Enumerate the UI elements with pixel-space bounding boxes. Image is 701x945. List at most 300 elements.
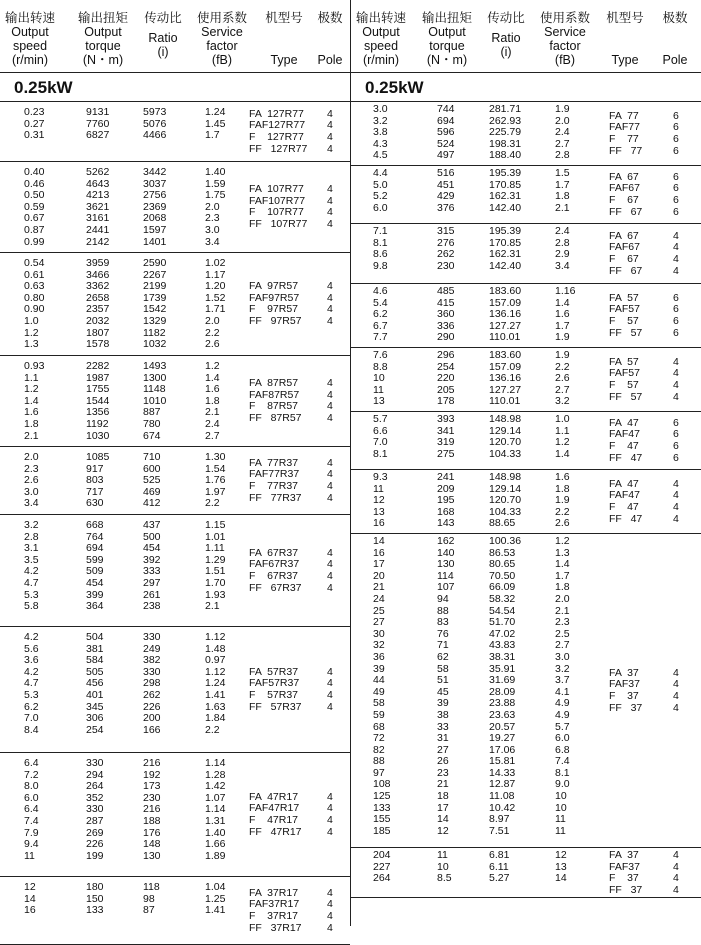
service-cell: 2.8 [555,149,570,162]
pole-value: 4 [327,194,333,207]
speed-cell: 0.59 [24,200,45,213]
type-list [609,355,679,403]
pole-value: 4 [327,898,333,911]
ratio-cell: 130 [143,849,161,862]
ratio-cell: 70.50 [489,569,516,582]
speed-column [373,536,391,837]
ratio-cell: 43.83 [489,639,516,652]
service-column [555,536,570,837]
pole-value: 4 [673,512,679,525]
service-cell: 11 [555,824,566,837]
torque-cell: 76 [437,627,449,640]
type-label: FAF47R17 [249,802,300,815]
pole-value: 6 [673,144,679,157]
torque-column [86,361,109,442]
ratio-cell: 1148 [143,383,166,396]
speed-column [373,414,388,460]
service-cell: 4.9 [555,708,570,721]
pole-value: 4 [673,689,679,702]
speed-cell: 2.0 [24,451,39,463]
type-row [609,451,679,465]
service-cell: 7.4 [555,755,570,768]
torque-cell: 1807 [86,326,110,339]
speed-cell: 0.90 [24,303,45,316]
service-cell: 1.7 [555,319,570,332]
ratio-cell: 469 [143,485,161,498]
speed-cell: 2.1 [24,429,39,442]
pole-value: 6 [673,303,679,316]
service-cell: 1.25 [205,892,226,905]
speed-cell: 1.1 [24,371,39,384]
type-label: FAF37 [609,678,640,691]
service-cell: 1.12 [205,665,226,678]
torque-cell: 254 [437,360,455,373]
type-row [609,144,679,158]
speed-cell: 8.6 [373,248,388,261]
ratio-cell: 170.85 [489,178,522,191]
ratio-cell: 195.39 [489,167,522,179]
type-row [609,883,679,897]
service-cell: 1.8 [555,581,570,594]
pole-value: 4 [327,825,333,838]
ratio-cell: 297 [143,576,161,589]
header-type: 机型号 Type [606,11,644,67]
speed-column [373,168,388,214]
ratio-cell: 500 [143,530,161,543]
service-cell: 1.31 [205,814,226,827]
type-row [249,315,333,328]
torque-cell: 38 [437,708,449,721]
service-column [205,520,225,613]
motor-group [351,848,701,898]
ratio-cell: 58.32 [489,592,516,605]
type-label: F 47 [609,500,639,513]
type-label: F 37 [609,689,639,702]
motor-group [0,877,350,945]
ratio-column [143,258,166,351]
ratio-cell: 200 [143,712,161,725]
torque-cell: 114 [437,569,454,582]
service-column [205,107,225,142]
speed-cell: 5.3 [24,588,39,601]
service-cell: 2.0 [555,592,570,605]
type-row [249,491,333,505]
service-cell: 6.8 [555,743,570,756]
torque-cell: 11 [437,849,448,861]
service-cell: 3.0 [205,223,220,236]
service-cell: 1.52 [205,291,226,304]
type-label: FF 47 [609,451,643,464]
type-label: F 77R37 [249,479,299,492]
type-label: F 77 [609,132,639,145]
service-cell: 2.1 [555,604,570,617]
service-cell: 1.48 [205,642,226,655]
torque-cell: 209 [437,482,455,495]
ratio-cell: 330 [143,631,161,643]
pole-value: 6 [673,326,679,339]
pole-value: 4 [673,355,679,368]
speed-cell: 3.6 [24,654,39,667]
motor-group [351,166,701,224]
service-cell: 1.07 [205,791,226,804]
ratio-cell: 170.85 [489,236,522,249]
torque-cell: 262 [437,248,455,261]
pole-value: 6 [673,193,679,206]
service-cell: 1.0 [555,413,570,425]
service-cell: 11 [555,813,566,826]
service-cell: 2.9 [555,248,570,261]
ratio-cell: 5973 [143,106,167,118]
service-cell: 1.15 [205,519,226,531]
type-label: FAF67R37 [249,558,300,571]
service-cell: 14 [555,872,567,885]
torque-column [86,632,104,736]
torque-cell: 3621 [86,200,110,213]
speed-cell: 7.4 [24,814,39,827]
service-cell: 1.6 [205,383,220,396]
header-service: 使用系数 Service factor (fB) [539,11,590,67]
pole-value: 6 [673,205,679,218]
torque-cell: 23 [437,766,449,779]
ratio-cell: 238 [143,600,161,613]
service-cell: 1.24 [205,106,226,118]
ratio-column [143,632,161,736]
speed-cell: 27 [373,616,385,629]
ratio-cell: 5076 [143,117,167,130]
header-speed: 输出转速 Output speed (r/min) [355,11,406,67]
service-cell: 1.8 [555,190,570,203]
speed-cell: 1.6 [24,406,39,419]
type-label: F 107R77 [249,206,304,219]
type-list [609,477,679,525]
torque-cell: 39 [437,697,449,710]
speed-cell: 185 [373,824,391,837]
speed-cell: 6.7 [373,319,388,332]
torque-cell: 107 [437,581,455,594]
torque-cell: 630 [86,497,104,510]
torque-cell: 71 [437,639,449,652]
service-cell: 1.84 [205,712,226,725]
service-cell: 3.2 [555,395,570,408]
torque-column [86,258,109,351]
speed-cell: 36 [373,650,385,663]
ratio-cell: 6.81 [489,849,510,861]
torque-cell: 31 [437,732,449,745]
pole-value: 4 [327,665,333,678]
pole-value: 4 [673,500,679,513]
type-label: FA 87R57 [249,377,299,390]
section-title: 0.25kW [351,73,701,102]
pole-value: 4 [327,388,333,401]
ratio-cell: 780 [143,417,161,430]
pole-value: 4 [327,206,333,219]
ratio-cell: 437 [143,519,161,531]
speed-cell: 7.6 [373,349,388,361]
service-cell: 1.30 [205,451,226,463]
type-label: FAF37 [609,860,640,873]
torque-cell: 290 [437,331,455,344]
ratio-cell: 1401 [143,235,167,248]
speed-cell: 6.2 [24,700,39,713]
motor-group [0,627,350,753]
torque-cell: 381 [86,642,104,655]
ratio-cell: 3442 [143,166,167,178]
pole-value: 4 [327,677,333,690]
service-cell: 1.97 [205,485,226,498]
speed-cell: 5.6 [24,642,39,655]
service-column [205,632,225,736]
torque-cell: 230 [437,259,455,272]
ratio-cell: 11.08 [489,790,515,803]
speed-cell: 6.4 [24,757,39,769]
service-cell: 1.9 [555,331,570,344]
torque-cell: 341 [437,424,455,437]
type-row [609,512,679,526]
speed-cell: 8.4 [24,723,39,736]
torque-cell: 497 [437,149,455,162]
service-cell: 1.9 [555,103,570,115]
pole-value: 4 [673,872,679,885]
service-cell: 1.17 [205,268,226,281]
torque-cell: 3959 [86,257,110,269]
speed-column [24,258,44,351]
torque-cell: 269 [86,826,104,839]
ratio-cell: 249 [143,642,161,655]
type-label: FF 57 [609,390,643,403]
type-label: F 47R17 [249,813,299,826]
speed-cell: 4.4 [373,167,388,179]
pole-value: 6 [673,170,679,183]
ratio-cell: 66.09 [489,581,516,594]
type-row [609,205,679,219]
header-speed: 输出转速 Output speed (r/min) [4,11,55,67]
service-cell: 1.9 [555,349,570,361]
speed-cell: 11 [373,482,384,495]
service-cell: 1.93 [205,588,226,601]
torque-cell: 178 [437,395,455,408]
ratio-cell: 19.27 [489,732,516,745]
motor-group [0,102,350,162]
speed-cell: 7.0 [24,712,39,725]
torque-cell: 744 [437,103,455,115]
service-cell: 1.20 [205,280,226,293]
service-cell: 2.2 [205,723,220,736]
service-cell: 1.70 [205,576,226,589]
header-ratio: 传动比 Ratio (i) [144,11,182,59]
ratio-cell: 298 [143,677,161,690]
speed-cell: 0.50 [24,189,45,202]
torque-cell: 287 [86,814,104,827]
type-label: FF 77 [609,144,643,157]
pole-value: 4 [327,546,333,559]
torque-cell: 2142 [86,235,110,248]
pole-value: 6 [673,109,679,122]
ratio-cell: 2590 [143,257,167,269]
torque-cell: 401 [86,688,104,701]
speed-cell: 7.7 [373,331,388,344]
speed-cell: 12 [24,881,36,893]
ratio-cell: 2369 [143,200,167,213]
torque-cell: 3362 [86,280,110,293]
service-cell: 2.0 [205,200,220,213]
speed-cell: 1.4 [24,394,39,407]
pole-value: 4 [673,678,679,691]
speed-cell: 21 [373,581,385,594]
ratio-cell: 157.09 [489,360,522,373]
pole-value: 4 [673,252,679,265]
service-cell: 1.41 [205,904,226,917]
type-label: F 47 [609,439,639,452]
torque-cell: 33 [437,720,449,733]
service-cell: 2.4 [555,126,570,139]
ratio-cell: 216 [143,803,161,816]
speed-cell: 1.2 [24,326,39,339]
torque-cell: 717 [86,485,104,498]
ratio-column [489,226,521,272]
torque-cell: 668 [86,519,104,531]
ratio-cell: 261 [143,588,161,601]
ratio-cell: 118 [143,881,160,893]
service-cell: 1.54 [205,462,226,475]
service-cell: 1.11 [205,542,225,555]
torque-cell: 504 [86,631,104,643]
torque-cell: 485 [437,285,455,297]
speed-cell: 44 [373,674,385,687]
type-list [609,291,679,339]
type-label: FAF57 [609,367,640,380]
service-cell: 2.2 [205,497,220,510]
type-label: FF 97R57 [249,315,302,328]
ratio-cell: 1542 [143,303,167,316]
ratio-cell: 148.98 [489,413,522,425]
torque-cell: 133 [86,904,104,917]
service-cell: 2.5 [555,627,570,640]
ratio-cell: 38.31 [489,650,516,663]
ratio-cell: 15.81 [489,755,516,768]
ratio-column [489,350,521,408]
speed-cell: 0.80 [24,291,45,304]
speed-cell: 14 [24,892,36,905]
type-label: F 57R37 [249,688,299,701]
pole-value: 4 [327,183,333,196]
speed-cell: 0.23 [24,106,45,118]
right-table [351,0,701,926]
torque-cell: 199 [86,849,104,862]
torque-cell: 162 [437,535,455,547]
header-pole: 极数 Pole [317,11,343,67]
torque-cell: 241 [437,471,455,483]
type-label: FA 37 [609,666,639,679]
ratio-cell: 454 [143,542,161,555]
ratio-column [489,414,521,460]
motor-group [0,253,350,356]
type-row [609,326,679,340]
speed-cell: 10 [373,372,385,385]
torque-cell: 276 [437,236,455,249]
speed-cell: 6.6 [373,424,388,437]
speed-cell: 1.3 [24,338,39,351]
speed-cell: 39 [373,662,385,675]
torque-cell: 596 [437,126,455,139]
torque-cell: 451 [437,178,455,191]
ratio-cell: 162.31 [489,190,522,203]
ratio-cell: 148.98 [489,471,522,483]
service-cell: 1.40 [205,826,226,839]
ratio-cell: 142.40 [489,201,522,214]
type-list [249,183,333,231]
type-label: FF 77R37 [249,491,302,504]
speed-cell: 5.2 [373,190,388,203]
speed-cell: 3.0 [24,485,39,498]
ratio-cell: 2199 [143,280,167,293]
torque-cell: 14 [437,813,449,826]
pole-value: 4 [673,264,679,277]
torque-cell: 803 [86,474,104,487]
speed-cell: 8.8 [373,360,388,373]
speed-cell: 5.7 [373,413,388,425]
service-cell: 2.2 [555,360,570,373]
ratio-cell: 80.65 [489,558,516,571]
ratio-cell: 1329 [143,314,167,327]
ratio-cell: 173 [143,780,161,793]
ratio-cell: 2267 [143,268,167,281]
type-label: FF 37R17 [249,921,302,934]
type-label: FAF57R37 [249,677,300,690]
service-cell: 8.1 [555,766,570,779]
type-label: F 127R77 [249,130,304,143]
torque-cell: 150 [86,892,104,905]
header-ratio: 传动比 Ratio (i) [487,11,525,59]
ratio-cell: 183.60 [489,285,522,297]
speed-cell: 6.2 [373,308,388,321]
torque-column [86,882,104,917]
torque-cell: 360 [437,308,455,321]
torque-cell: 9131 [86,106,110,118]
speed-column [24,520,39,613]
ratio-cell: 2756 [143,189,167,202]
ratio-cell: 1182 [143,326,166,339]
type-label: FF 47 [609,512,643,525]
service-cell: 1.59 [205,177,226,190]
ratio-cell: 710 [143,451,161,463]
torque-column [86,107,109,142]
service-cell: 1.2 [555,535,570,547]
pole-value: 6 [673,428,679,441]
ratio-cell: 23.63 [489,708,516,721]
ratio-cell: 6.11 [489,860,509,873]
service-cell: 2.2 [555,505,570,518]
type-label: FA 57 [609,291,639,304]
header-service: 使用系数 Service factor (fB) [196,11,247,67]
pole-value: 6 [673,451,679,464]
service-column [555,168,570,214]
pole-value: 4 [673,378,679,391]
ratio-cell: 1597 [143,223,167,236]
type-list [249,790,333,838]
speed-cell: 1.0 [24,314,39,327]
service-cell: 2.4 [205,417,220,430]
torque-cell: 917 [86,462,104,475]
ratio-cell: 195.39 [489,225,522,237]
torque-cell: 3161 [86,212,110,225]
torque-cell: 415 [437,296,455,309]
motor-group [351,348,701,412]
speed-cell: 17 [373,558,385,571]
ratio-cell: 51.70 [489,616,516,629]
torque-cell: 2441 [86,223,110,236]
torque-cell: 83 [437,616,449,629]
ratio-cell: 330 [143,665,161,678]
